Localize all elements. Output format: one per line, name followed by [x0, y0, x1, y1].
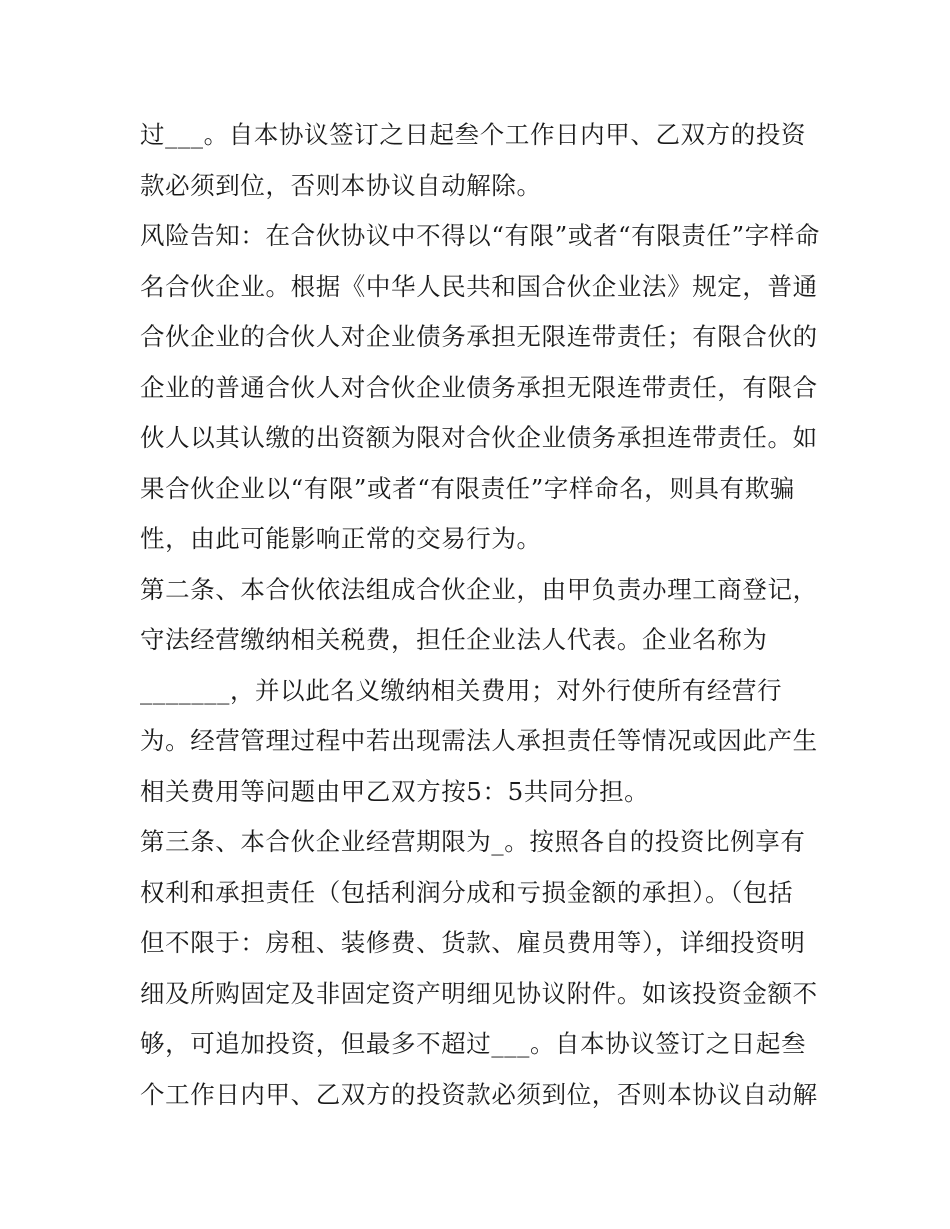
text-line: 过___。自本协议签订之日起叁个工作日内甲、乙双方的投资: [140, 120, 807, 149]
text-line: 第三条、本合伙企业经营期限为_。按照各自的投资比例享有: [140, 827, 806, 856]
text-line: 性，由此可能影响正常的交易行为。: [140, 524, 542, 553]
text-line: 款必须到位，否则本协议自动解除。: [140, 170, 542, 200]
text-line: 企业的普通合伙人对合伙企业债务承担无限连带责任，有限合: [140, 372, 818, 402]
text-line: 相关费用等问题由甲乙双方按5：5共同分担。: [140, 776, 650, 806]
text-line: 风险告知：在合伙协议中不得以“有限”或者“有限责任”字样命: [140, 221, 820, 250]
text-line: 合伙企业的合伙人对企业债务承担无限连带责任；有限合伙的: [140, 322, 818, 351]
text-line: 果合伙企业以“有限”或者“有限责任”字样命名，则具有欺骗: [140, 473, 795, 503]
text-line: 伙人以其认缴的出资额为限对合伙企业债务承担连带责任。如: [140, 423, 818, 452]
text-line: 名合伙企业。根据《中华人民共和国合伙企业法》规定，普通: [140, 271, 818, 301]
text-line: 为。经营管理过程中若出现需法人承担责任等情况或因此产生: [140, 726, 818, 755]
text-line: 守法经营缴纳相关税费，担任企业法人代表。企业名称为: [140, 625, 768, 654]
text-line: 权利和承担责任（包括利润分成和亏损金额的承担）。（包括: [140, 877, 794, 907]
text-line: 但不限于：房租、装修费、货款、雇员费用等），详细投资明: [140, 928, 806, 957]
text-line: 细及所购固定及非固定资产明细见协议附件。如该投资金额不: [140, 978, 818, 1008]
text-line: 个工作日内甲、乙双方的投资款必须到位，否则本协议自动解: [140, 1079, 818, 1109]
document-body: [140, 110, 820, 1120]
text-line: 第二条、本合伙依法组成合伙企业，由甲负责办理工商登记，: [140, 574, 818, 604]
text-line: _______，并以此名义缴纳相关费用；对外行使所有经营行: [140, 675, 783, 705]
text-line: 够，可追加投资，但最多不超过___。自本协议签订之日起叁: [140, 1029, 807, 1058]
